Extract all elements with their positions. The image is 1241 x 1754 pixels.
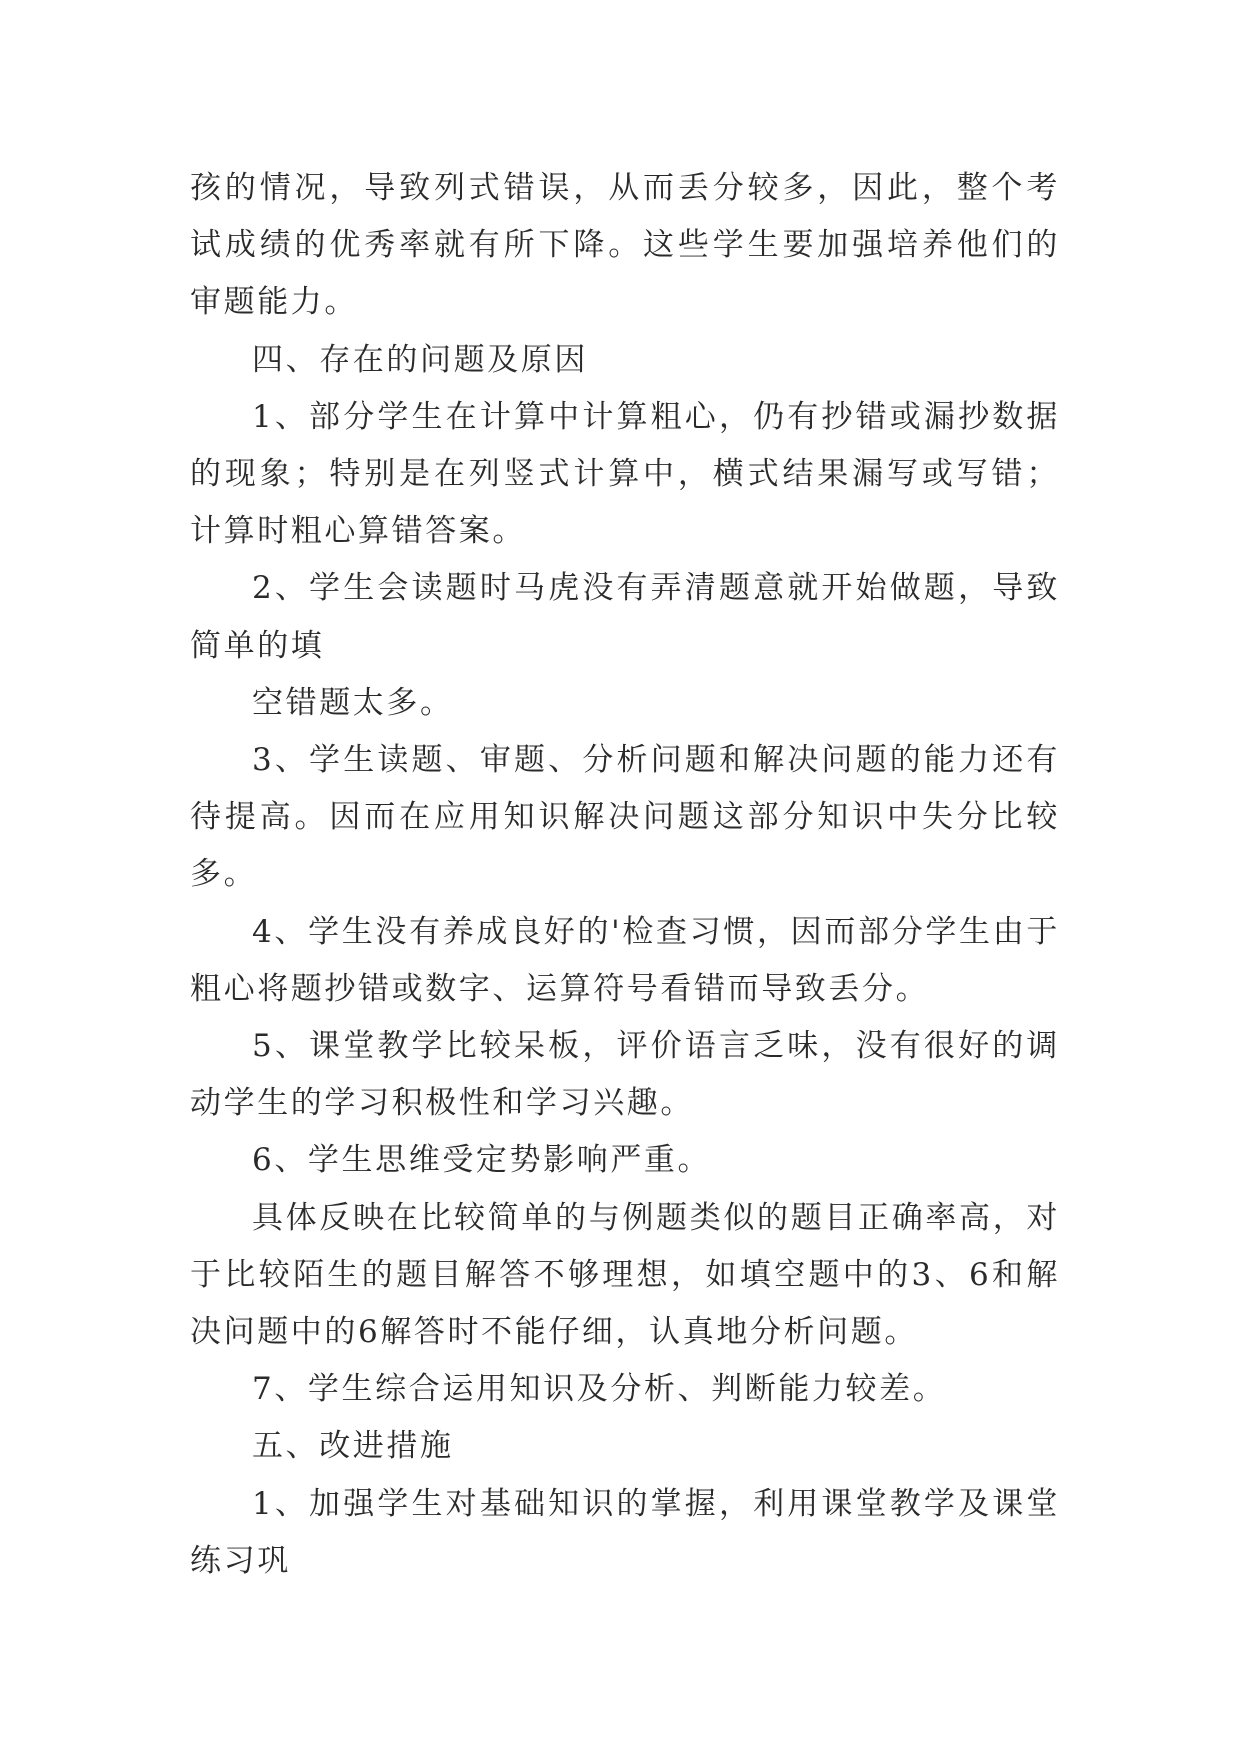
- document-body: [190, 160, 1060, 1590]
- paragraph: 1、加强学生对基础知识的掌握，利用课堂教学及课堂练习巩: [190, 1485, 1060, 1579]
- paragraph: 3、学生读题、审题、分析问题和解决问题的能力还有待提高。因而在应用知识解决问题这部分知识中失分比较多。: [190, 742, 1060, 893]
- paragraph: 2、学生会读题时马虎没有弄清题意就开始做题，导致简单的填: [190, 570, 1060, 664]
- paragraph: 空错题太多。: [252, 684, 454, 721]
- paragraph: 孩的情况，导致列式错误，从而丢分较多，因此，整个考试成绩的优秀率就有所下降。这些学生要加强培养他们的审题能力。: [190, 170, 1060, 321]
- section-heading-improvements: 五、改进措施: [252, 1428, 454, 1465]
- paragraph: 6、学生思维受定势影响严重。: [252, 1142, 712, 1179]
- section-heading-problems: 四、存在的问题及原因: [252, 341, 588, 378]
- paragraph: 具体反映在比较简单的与例题类似的题目正确率高，对于比较陌生的题目解答不够理想，如填空题中的3、6和解决问题中的6解答时不能仔细，认真地分析问题。: [190, 1199, 1060, 1351]
- paragraph: 1、部分学生在计算中计算粗心，仍有抄错或漏抄数据的现象；特别是在列竖式计算中，横式结果漏写或写错；计算时粗心算错答案。: [190, 398, 1060, 550]
- paragraph: 5、课堂教学比较呆板，评价语言乏味，没有很好的调动学生的学习积极性和学习兴趣。: [190, 1028, 1060, 1122]
- paragraph: 7、学生综合运用知识及分析、判断能力较差。: [252, 1371, 947, 1408]
- paragraph: 4、学生没有养成良好的'检查习惯，因而部分学生由于粗心将题抄错或数字、运算符号看错而导致丢分。: [190, 913, 1060, 1007]
